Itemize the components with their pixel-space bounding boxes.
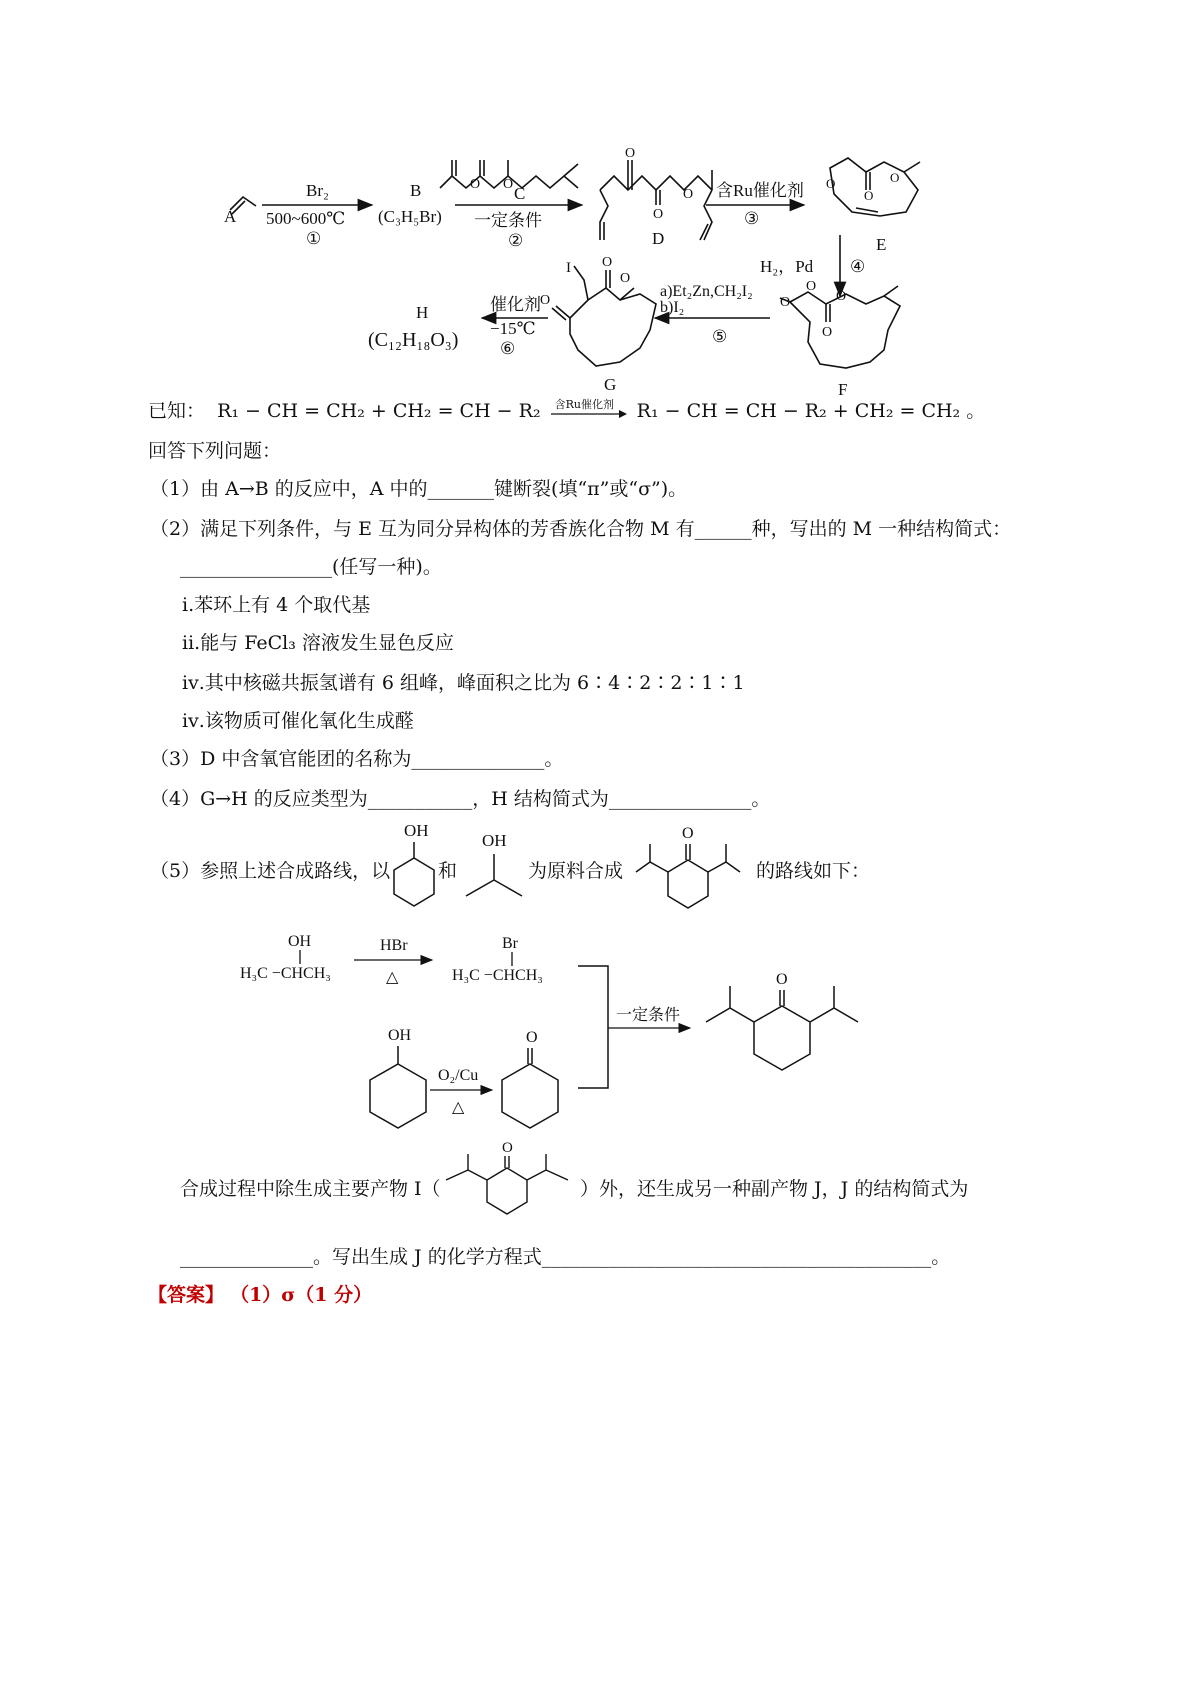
final-paragraph-a: 合成过程中除生成主要产物 I（	[180, 1178, 441, 1200]
step6-number: ⑥	[500, 339, 516, 358]
known-reaction	[148, 398, 985, 424]
svg-text:O: O	[625, 146, 636, 161]
question-5-part-c: 的路线如下：	[756, 860, 871, 882]
label-f: F	[838, 380, 848, 399]
svg-text:OH: OH	[288, 933, 312, 950]
step6-catalyst: 催化剂	[490, 295, 541, 314]
svg-text:O: O	[540, 293, 551, 308]
answer-tag: 【答案】	[148, 1284, 225, 1306]
step5-number: ⑤	[712, 327, 728, 346]
svg-text:O: O	[822, 325, 833, 340]
svg-text:△: △	[452, 1099, 465, 1116]
step6-condition: −15℃	[490, 319, 536, 338]
questions-intro: 回答下列问题：	[148, 440, 282, 462]
compound-d-structure	[600, 160, 712, 240]
label-c: C	[514, 184, 526, 203]
svg-text:O: O	[780, 295, 791, 310]
label-e: E	[876, 235, 887, 254]
question-1: （1）由 A→B 的反应中，A 中的_______键断裂(填“π”或“σ”)。	[150, 478, 688, 500]
svg-text:O: O	[503, 177, 514, 192]
step1-condition: 500~600℃	[266, 209, 346, 228]
known-catalyst: 含Ru催化剂	[554, 398, 614, 411]
step2-number: ②	[508, 231, 524, 250]
condition-2: ⅱ.能与 FeCl₃ 溶液发生显色反应	[182, 632, 454, 654]
b-formula: (C₃H₅Br)	[378, 207, 442, 226]
svg-text:O: O	[826, 176, 836, 191]
route-scheme	[230, 928, 910, 1138]
svg-text:HBr: HBr	[380, 937, 408, 954]
known-lhs: R₁ − CH = CH₂ + CH₂ = CH − R₂	[217, 400, 541, 422]
arrow-icon	[551, 402, 627, 422]
question-3: （3）D 中含氧官能团的名称为______________。	[150, 748, 564, 770]
compound-g-structure	[552, 266, 656, 366]
condition-1: ⅰ.苯环上有 4 个取代基	[182, 594, 371, 616]
label-d: D	[652, 229, 665, 248]
final-paragraph-line2: ______________。写出生成 J 的化学方程式_________________________________________。	[180, 1246, 951, 1268]
step3-catalyst: 含Ru催化剂	[716, 181, 804, 200]
label-g: G	[604, 375, 617, 394]
svg-text:O: O	[653, 207, 664, 222]
question-4: （4）G→H 的反应类型为___________，H 结构简式为_______________。	[150, 788, 771, 810]
svg-text:O: O	[502, 1140, 513, 1156]
h-formula: (C₁₂H₁₈O₃)	[368, 329, 459, 351]
svg-text:OH: OH	[404, 821, 429, 840]
answer-block	[148, 1282, 372, 1308]
svg-text:OH: OH	[388, 1027, 412, 1044]
final-paragraph-b: ）外，还生成另一种副产物 J，J 的结构简式为	[580, 1178, 969, 1200]
svg-text:O: O	[602, 255, 613, 270]
step3-number: ③	[744, 209, 760, 228]
svg-text:O: O	[776, 971, 788, 988]
synthesis-scheme	[0, 120, 1200, 420]
answer-text: （1）σ（1 分）	[230, 1284, 373, 1306]
svg-text:I: I	[566, 260, 571, 276]
svg-text:△: △	[386, 969, 399, 986]
step1-reagent: Br₂	[306, 181, 329, 200]
svg-text:O: O	[864, 188, 874, 203]
svg-text:O: O	[470, 177, 481, 192]
question-5-and: 和	[438, 860, 458, 882]
svg-text:Br: Br	[502, 935, 518, 952]
cyclohexanol-structure	[370, 818, 460, 918]
question-5-part-a: （5）参照上述合成路线，以	[150, 860, 391, 882]
svg-text:H₃C −CHCH₃: H₃C −CHCH₃	[452, 967, 543, 984]
svg-text:O: O	[806, 279, 817, 294]
target-diketone-structure	[620, 822, 760, 922]
svg-text:O: O	[836, 289, 847, 304]
svg-text:O: O	[890, 170, 900, 185]
product-i-structure	[432, 1136, 582, 1222]
question-2-answer-line: ________________(任写一种)。	[180, 556, 442, 578]
svg-text:O: O	[620, 271, 631, 286]
question-2: （2）满足下列条件，与 E 互为同分异构体的芳香族化合物 M 有______种，写出的 M 一种结构简式：	[150, 518, 1012, 540]
svg-text:O: O	[683, 187, 694, 202]
isopropanol-structure	[458, 826, 528, 916]
step1-number: ①	[306, 229, 322, 248]
svg-text:OH: OH	[482, 831, 507, 850]
condition-4: ⅳ.该物质可催化氧化生成醛	[182, 710, 414, 732]
label-h: H	[416, 303, 429, 322]
condition-3: ⅳ.其中核磁共振氢谱有 6 组峰，峰面积之比为 6∶4∶2∶2∶1∶1	[182, 672, 745, 694]
svg-text:一定条件: 一定条件	[616, 1007, 681, 1024]
question-5-part-b: 为原料合成	[528, 860, 624, 882]
step4-number: ④	[850, 257, 866, 276]
known-arrow	[551, 398, 627, 422]
svg-text:H₃C −CHCH₃: H₃C −CHCH₃	[240, 965, 331, 982]
known-rhs: R₁ − CH = CH − R₂ + CH₂ = CH₂ 。	[636, 400, 986, 422]
compound-e-structure	[830, 158, 920, 216]
label-b: B	[410, 181, 422, 200]
svg-text:O: O	[526, 1029, 538, 1046]
label-a: A	[224, 207, 237, 226]
step5-reagent-a: a)Et₂Zn,CH₂I₂	[660, 283, 753, 300]
svg-text:O: O	[682, 825, 694, 842]
step2-condition: 一定条件	[474, 211, 542, 230]
svg-text:O₂/Cu: O₂/Cu	[438, 1067, 479, 1084]
known-prefix: 已知：	[148, 400, 206, 422]
step5-reagent-b: b)I₂	[660, 299, 685, 316]
step4-reagent: H₂，Pd	[760, 257, 814, 276]
